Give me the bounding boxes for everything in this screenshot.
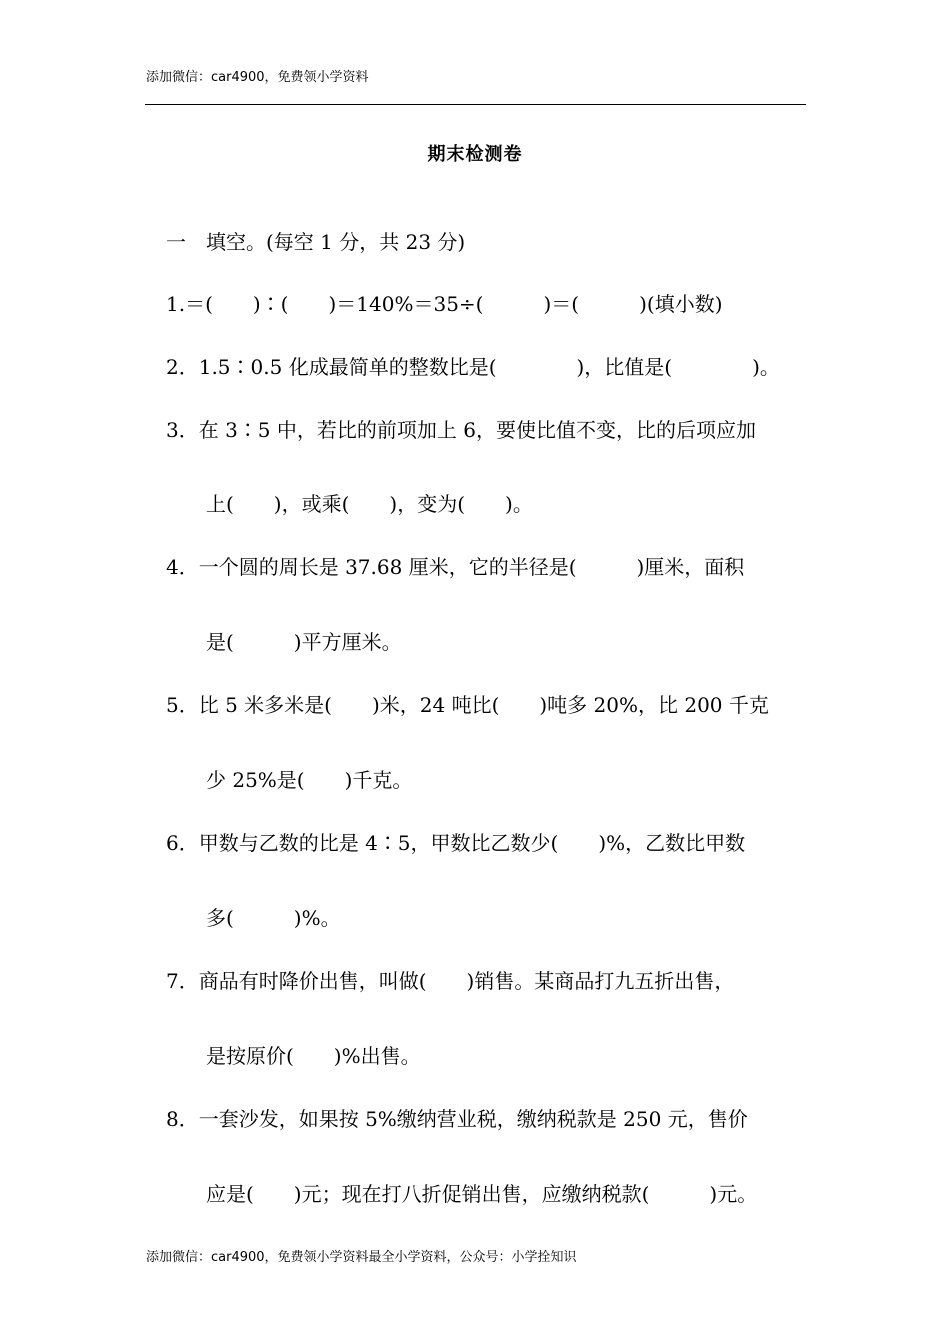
question-6-line-1: 6．甲数与乙数的比是 4∶5，甲数比乙数少( )%，乙数比甲数 bbox=[166, 831, 746, 855]
question-7-line-1: 7．商品有时降价出售，叫做( )销售。某商品打九五折出售， bbox=[166, 969, 735, 993]
question-3-line-1: 3．在 3∶5 中，若比的前项加上 6，要使比值不变，比的后项应加 bbox=[166, 418, 756, 442]
question-6-line-2: 多( )%。 bbox=[206, 906, 341, 930]
page-title: 期末检测卷 bbox=[427, 144, 523, 165]
question-1: 1.＝( )∶( )＝140%＝35÷( )＝( )(填小数) bbox=[166, 292, 723, 316]
question-7-line-2: 是按原价( )%出售。 bbox=[206, 1044, 421, 1068]
page-header-text: 添加微信：car4900，免费领小学资料 bbox=[146, 70, 369, 85]
question-5-line-1: 5．比 5 米多米是( )米，24 吨比( )吨多 20%，比 200 千克 bbox=[166, 693, 769, 717]
question-4-line-1: 4．一个圆的周长是 37.68 厘米，它的半径是( )厘米，面积 bbox=[166, 555, 745, 579]
question-8-line-2: 应是( )元；现在打八折促销出售，应缴纳税款( )元。 bbox=[206, 1182, 758, 1206]
question-3-line-2: 上( )，或乘( )，变为( )。 bbox=[206, 492, 533, 516]
question-2: 2．1.5∶0.5 化成最简单的整数比是( )，比值是( )。 bbox=[166, 355, 780, 379]
question-4-line-2: 是( )平方厘米。 bbox=[206, 630, 402, 654]
question-5-line-2: 少 25%是( )千克。 bbox=[206, 768, 413, 792]
section-heading: 一 填空。(每空 1 分，共 23 分) bbox=[166, 230, 466, 254]
question-8-line-1: 8．一套沙发，如果按 5%缴纳营业税，缴纳税款是 250 元，售价 bbox=[166, 1107, 748, 1131]
header-divider bbox=[145, 104, 806, 105]
page-footer-text: 添加微信：car4900，免费领小学资料最全小学资料，公众号：小学拴知识 bbox=[146, 1250, 577, 1265]
